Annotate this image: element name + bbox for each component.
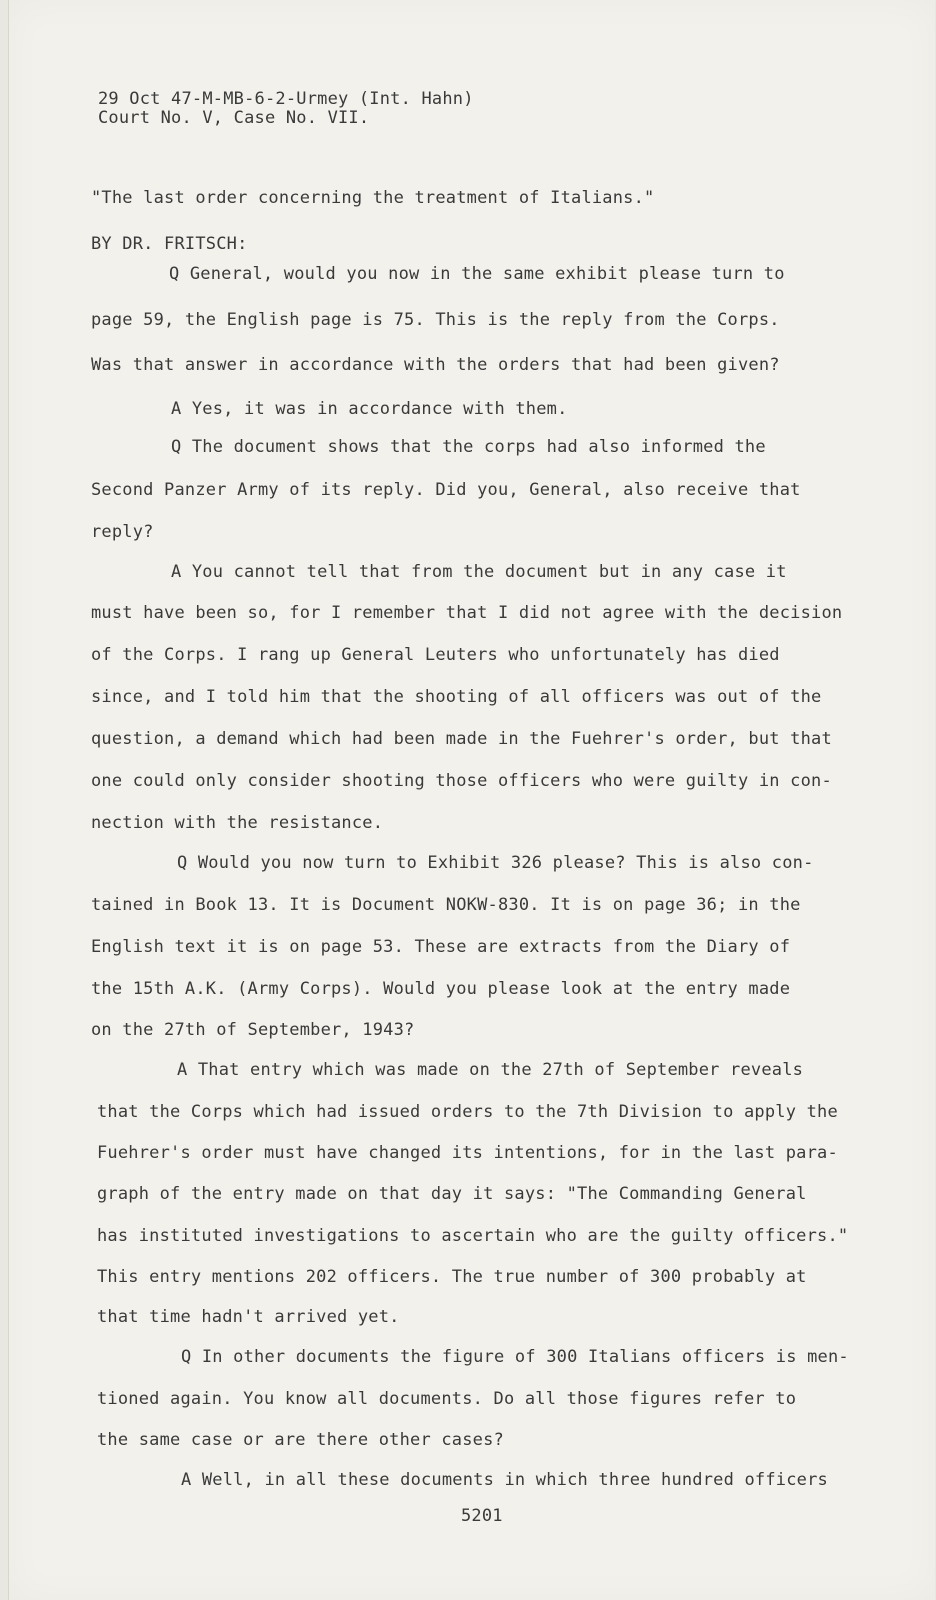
text-line: that time hadn't arrived yet. (97, 1307, 400, 1327)
text-line: on the 27th of September, 1943? (91, 1020, 415, 1040)
text-line: must have been so, for I remember that I did not agree with the decision (91, 603, 843, 623)
text-line: graph of the entry made on that day it says: "The Commanding General (97, 1184, 807, 1204)
text-line: "The last order concerning the treatment of Italians." (91, 188, 655, 208)
text-line: one could only consider shooting those officers who were guilty in con- (91, 771, 832, 791)
text-line: A You cannot tell that from the document but in any case it (171, 562, 787, 582)
text-line: since, and I told him that the shooting of all officers was out of the (91, 687, 822, 707)
header-line-2: Court No. V, Case No. VII. (98, 108, 370, 128)
text-line: tained in Book 13. It is Document NOKW-830. It is on page 36; in the (91, 895, 801, 915)
text-line: BY DR. FRITSCH: (91, 234, 248, 254)
text-line: page 59, the English page is 75. This is the reply from the Corps. (91, 310, 780, 330)
text-line: has instituted investigations to ascertain who are the guilty officers." (97, 1226, 849, 1246)
document-page (8, 0, 935, 1600)
text-line: of the Corps. I rang up General Leuters who unfortunately has died (91, 645, 780, 665)
text-line: English text it is on page 53. These are extracts from the Diary of (91, 937, 791, 957)
text-line: Fuehrer's order must have changed its intentions, for in the last para- (97, 1143, 838, 1163)
text-line: the 15th A.K. (Army Corps). Would you please look at the entry made (91, 979, 791, 999)
text-line: A Yes, it was in accordance with them. (171, 399, 568, 419)
text-line: Was that answer in accordance with the orders that had been given? (91, 355, 780, 375)
text-line: reply? (91, 522, 154, 542)
text-line: the same case or are there other cases? (97, 1430, 504, 1450)
page-number: 5201 (461, 1506, 503, 1526)
text-line: This entry mentions 202 officers. The true number of 300 probably at (97, 1267, 807, 1287)
header-line-1: 29 Oct 47-M-MB-6-2-Urmey (Int. Hahn) (98, 89, 474, 109)
text-line: A That entry which was made on the 27th of September reveals (177, 1060, 804, 1080)
text-line: tioned again. You know all documents. Do all those figures refer to (97, 1389, 797, 1409)
text-line: Q General, would you now in the same exhibit please turn to (169, 264, 785, 284)
text-line: question, a demand which had been made in the Fuehrer's order, but that (91, 729, 832, 749)
text-line: that the Corps which had issued orders to the 7th Division to apply the (97, 1102, 838, 1122)
text-line: Q Would you now turn to Exhibit 326 please? This is also con- (177, 853, 814, 873)
text-line: Q In other documents the figure of 300 Italians officers is men- (181, 1347, 849, 1367)
text-line: Second Panzer Army of its reply. Did you, General, also receive that (91, 480, 801, 500)
text-line: A Well, in all these documents in which three hundred officers (181, 1470, 828, 1490)
text-line: Q The document shows that the corps had also informed the (171, 437, 766, 457)
text-line: nection with the resistance. (91, 813, 384, 833)
